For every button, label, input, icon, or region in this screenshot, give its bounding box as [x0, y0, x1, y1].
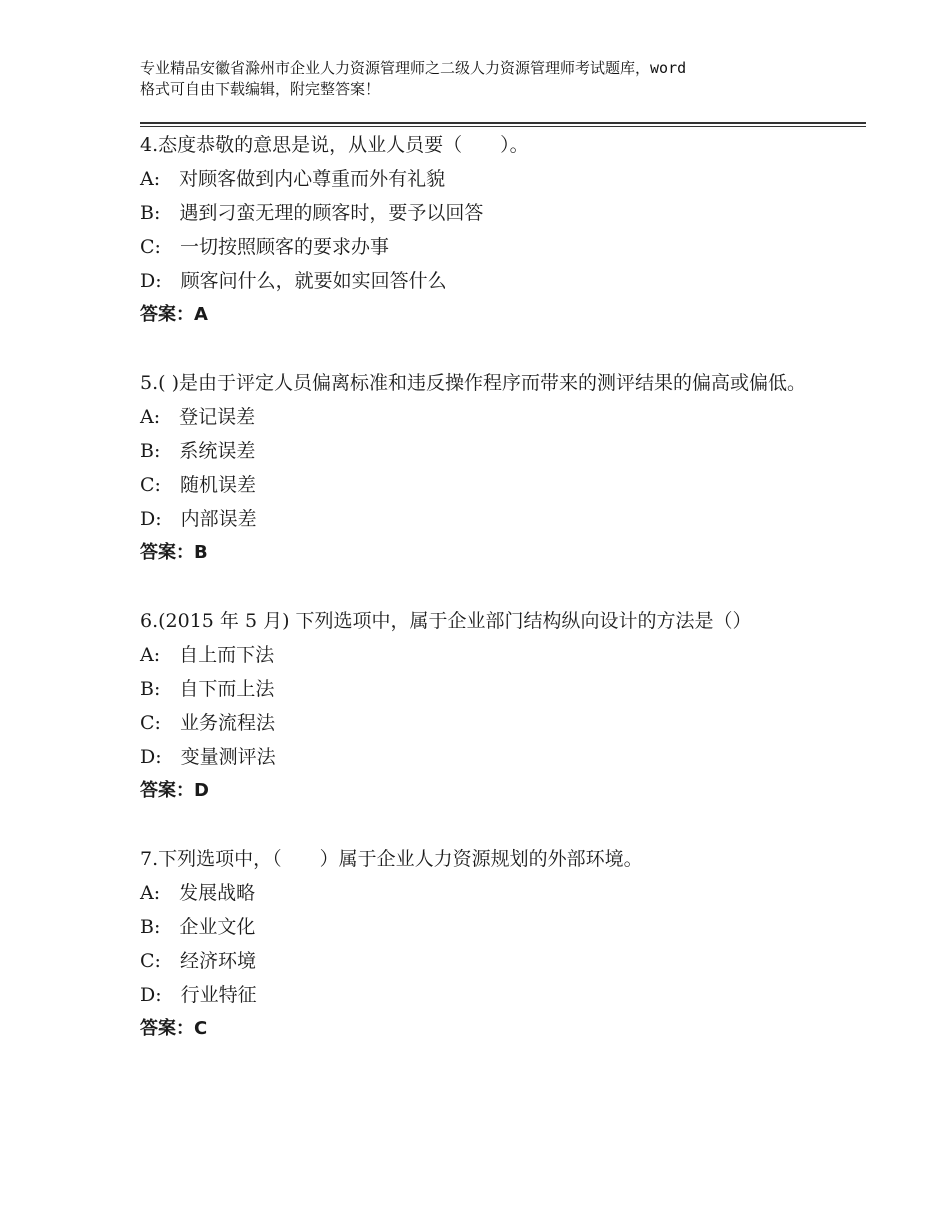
- question-list: [140, 128, 820, 1080]
- option-b: B: 遇到刁蛮无理的顾客时，要予以回答: [140, 202, 484, 224]
- header-divider-thin: [140, 126, 866, 127]
- question-stem: 5.( )是由于评定人员偏离标准和违反操作程序而带来的测评结果的偏高或偏低。: [140, 372, 806, 394]
- option-c: C: 一切按照顾客的要求办事: [140, 236, 389, 258]
- option-d: D: 行业特征: [140, 984, 257, 1006]
- option-c: C: 业务流程法: [140, 712, 275, 734]
- question-6: [140, 604, 820, 808]
- question-stem: 6.(2015 年 5 月) 下列选项中，属于企业部门结构纵向设计的方法是（）: [140, 610, 752, 632]
- option-c: C: 经济环境: [140, 950, 256, 972]
- header-title-line-2: 格式可自由下载编辑，附完整答案！: [140, 80, 381, 98]
- question-4: [140, 128, 820, 332]
- question-stem: 4.态度恭敬的意思是说，从业人员要（ ）。: [140, 134, 529, 156]
- question-5: [140, 366, 820, 570]
- option-b: B: 系统误差: [140, 440, 256, 462]
- option-b: B: 自下而上法: [140, 678, 275, 700]
- question-stem: 7.下列选项中，（ ）属于企业人力资源规划的外部环境。: [140, 848, 643, 870]
- header-divider-thick: [140, 122, 866, 124]
- option-a: A: 对顾客做到内心尊重而外有礼貌: [140, 168, 446, 190]
- answer-label: 答案：A: [140, 304, 208, 325]
- option-a: A: 登记误差: [140, 406, 256, 428]
- option-a: A: 发展战略: [140, 882, 256, 904]
- option-b: B: 企业文化: [140, 916, 256, 938]
- answer-label: 答案：B: [140, 542, 208, 563]
- option-c: C: 随机误差: [140, 474, 256, 496]
- question-7: [140, 842, 820, 1046]
- option-d: D: 变量测评法: [140, 746, 276, 768]
- option-d: D: 内部误差: [140, 508, 257, 530]
- option-a: A: 自上而下法: [140, 644, 275, 666]
- header-title-line-1: 专业精品安徽省滁州市企业人力资源管理师之二级人力资源管理师考试题库，word: [140, 59, 687, 77]
- document-header: [140, 58, 840, 100]
- answer-label: 答案：D: [140, 780, 209, 801]
- option-d: D: 顾客问什么，就要如实回答什么: [140, 270, 447, 292]
- answer-label: 答案：C: [140, 1018, 208, 1039]
